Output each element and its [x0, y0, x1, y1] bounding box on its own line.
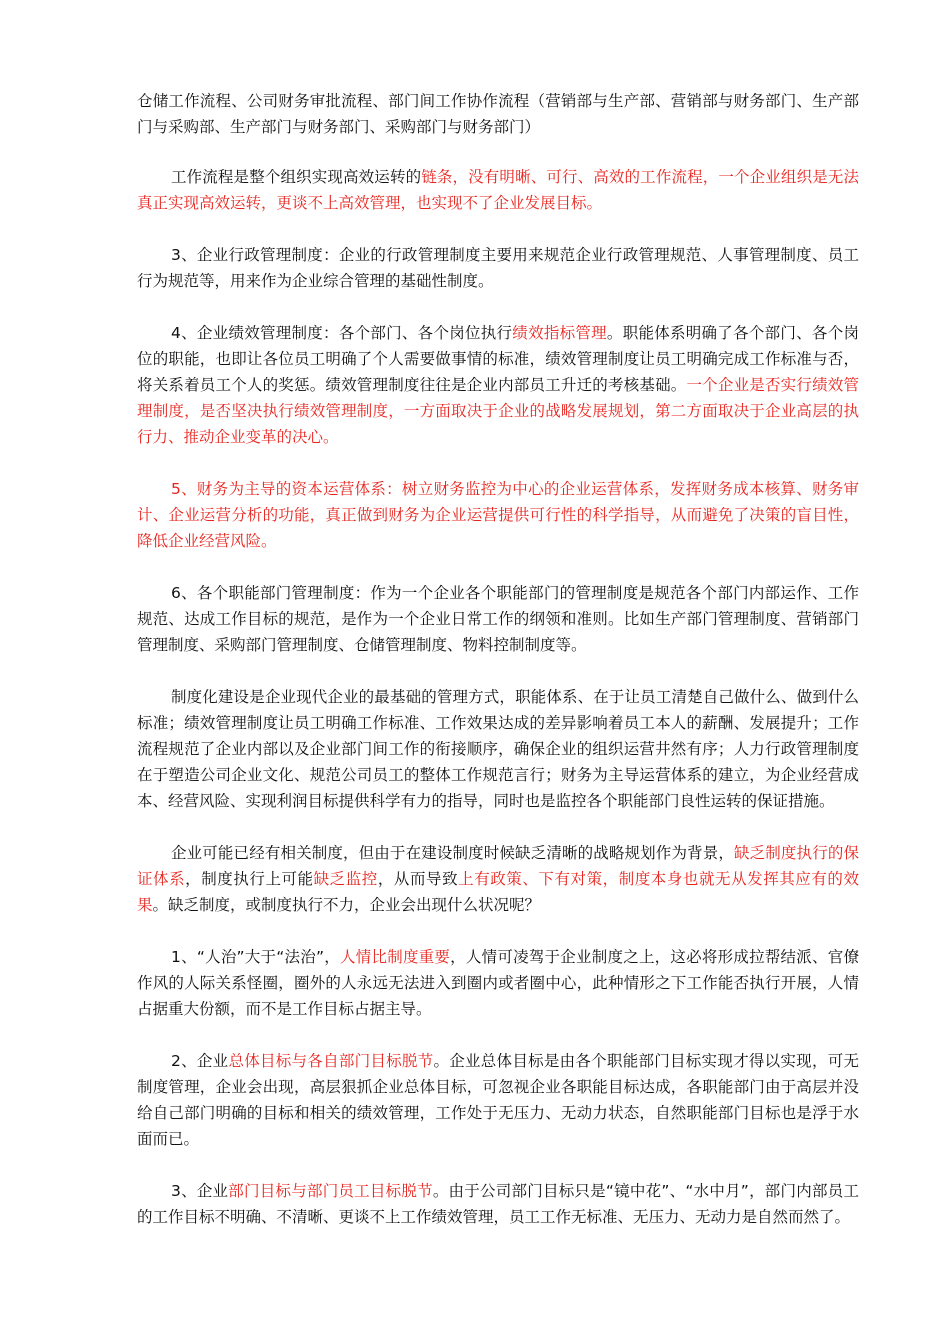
text-segment: 。职能体系明确了各个部门、各个岗位的职能，也即让各位员工明确了个人需要做事情的标准，绩效管理制度让员工明确完成工作标准与否，将关系着员工个人的奖惩。绩效管理制度往往是企业内部员工升迁的考核基础。: [137, 324, 859, 394]
highlighted-text: 人情比制度重要: [340, 948, 451, 966]
paragraph-admin-system: [137, 242, 859, 294]
document-body: [137, 88, 859, 1256]
text-segment: 。企业总体目标是由各个职能部门目标实现才得以实现，可无制度管理，企业会出现，高层狠抓企业总体目标，可忽视企业各职能目标达成，各职能部门由于高层并没给自己部门明确的目标和相关的绩效管理，工作处于无压力、无动力状态，自然职能部门目标也是浮于水面而已。: [137, 1052, 859, 1148]
text-segment: 1、“人治”大于“法治”，: [171, 948, 341, 966]
highlighted-text: 绩效指标管理: [512, 324, 607, 342]
paragraph-lack-of-system: [137, 840, 859, 918]
highlighted-text: 上有政策、下有对策，制度本身也就无从发挥其应有的效果: [137, 870, 859, 914]
paragraph-performance-system: [137, 320, 859, 450]
highlighted-text: 总体目标与各自部门目标脱节: [228, 1052, 434, 1070]
text-segment: 仓储工作流程、公司财务审批流程、部门间工作协作流程（营销部与生产部、营销部与财务部门、生产部门与采购部、生产部门与财务部门、采购部门与财务部门）: [137, 92, 859, 136]
highlighted-text: 缺乏制度执行的保证体系: [137, 844, 859, 888]
paragraph-department-system: [137, 580, 859, 658]
highlighted-text: 缺乏监控: [313, 870, 378, 888]
paragraph-rule-by-person: [137, 944, 859, 1022]
paragraph-finance-system: [137, 476, 859, 554]
highlighted-text: 5、财务为主导的资本运营体系：树立财务监控为中心的企业运营体系，发挥财务成本核算、财务审计、企业运营分析的功能，真正做到财务为企业运营提供可行性的科学指导，从而避免了决策的盲目性，降低企业经营风险。: [137, 480, 859, 550]
highlighted-text: 一个企业是否实行绩效管理制度，是否坚决执行绩效管理制度，一方面取决于企业的战略发展规划，第二方面取决于企业高层的执行力、推动企业变革的决心。: [137, 376, 859, 446]
text-segment: 。由于公司部门目标只是“镜中花”、“水中月”，部门内部员工的工作目标不明确、不清晰、更谈不上工作绩效管理，员工工作无标准、无压力、无动力是自然而然了。: [137, 1182, 859, 1226]
text-segment: 4、企业绩效管理制度：各个部门、各个岗位执行: [171, 324, 513, 342]
text-segment: 工作流程是整个组织实现高效运转的: [171, 168, 422, 186]
paragraph-goal-disconnect: [137, 1048, 859, 1152]
text-segment: 6、各个职能部门管理制度：作为一个企业各个职能部门的管理制度是规范各个部门内部运作、工作规范、达成工作目标的规范，是作为一个企业日常工作的纲领和准则。比如生产部门管理制度、营销部门管理制度、采购部门管理制度、仓储管理制度、物料控制制度等。: [137, 584, 859, 654]
text-segment: ，制度执行上可能: [185, 870, 314, 888]
highlighted-text: 链条，没有明晰、可行、高效的工作流程，一个企业组织是无法真正实现高效运转，更谈不上高效管理，也实现不了企业发展目标。: [137, 168, 859, 212]
text-segment: ，人情可凌驾于企业制度之上，这必将形成拉帮结派、官僚作风的人际关系怪圈，圈外的人永远无法进入到圈内或者圈中心，此种情形之下工作能否执行开展，人情占据重大份额，而不是工作目标占据主导。: [137, 948, 859, 1018]
text-segment: 3、企业行政管理制度：企业的行政管理制度主要用来规范企业行政管理规范、人事管理制度、员工行为规范等，用来作为企业综合管理的基础性制度。: [137, 246, 859, 290]
paragraph-employee-goal-disconnect: [137, 1178, 859, 1230]
text-segment: 2、企业: [171, 1052, 229, 1070]
highlighted-text: 部门目标与部门员工目标脱节: [228, 1182, 433, 1200]
paragraph-workflow-chain: [137, 164, 859, 216]
paragraph-institutionalization: [137, 684, 859, 814]
text-segment: 制度化建设是企业现代企业的最基础的管理方式，职能体系、在于让员工清楚自己做什么、做到什么标准；绩效管理制度让员工明确工作标准、工作效果达成的差异影响着员工本人的薪酬、发展提升；工作流程规范了企业内部以及企业部门间工作的衔接顺序，确保企业的组织运营井然有序；人力行政管理制度在于塑造公司企业文化、规范公司员工的整体工作规范言行；财务为主导运营体系的建立，为企业经营成本、经营风险、实现利润目标提供科学有力的指导，同时也是监控各个职能部门良性运转的保证措施。: [137, 688, 859, 810]
paragraph-workflow-list: [137, 88, 859, 140]
text-segment: 3、企业: [171, 1182, 229, 1200]
text-segment: ，从而导致: [377, 870, 459, 888]
text-segment: 企业可能已经有相关制度，但由于在建设制度时候缺乏清晰的战略规划作为背景，: [171, 844, 734, 862]
text-segment: 。缺乏制度，或制度执行不力，企业会出现什么状况呢？: [152, 896, 541, 914]
